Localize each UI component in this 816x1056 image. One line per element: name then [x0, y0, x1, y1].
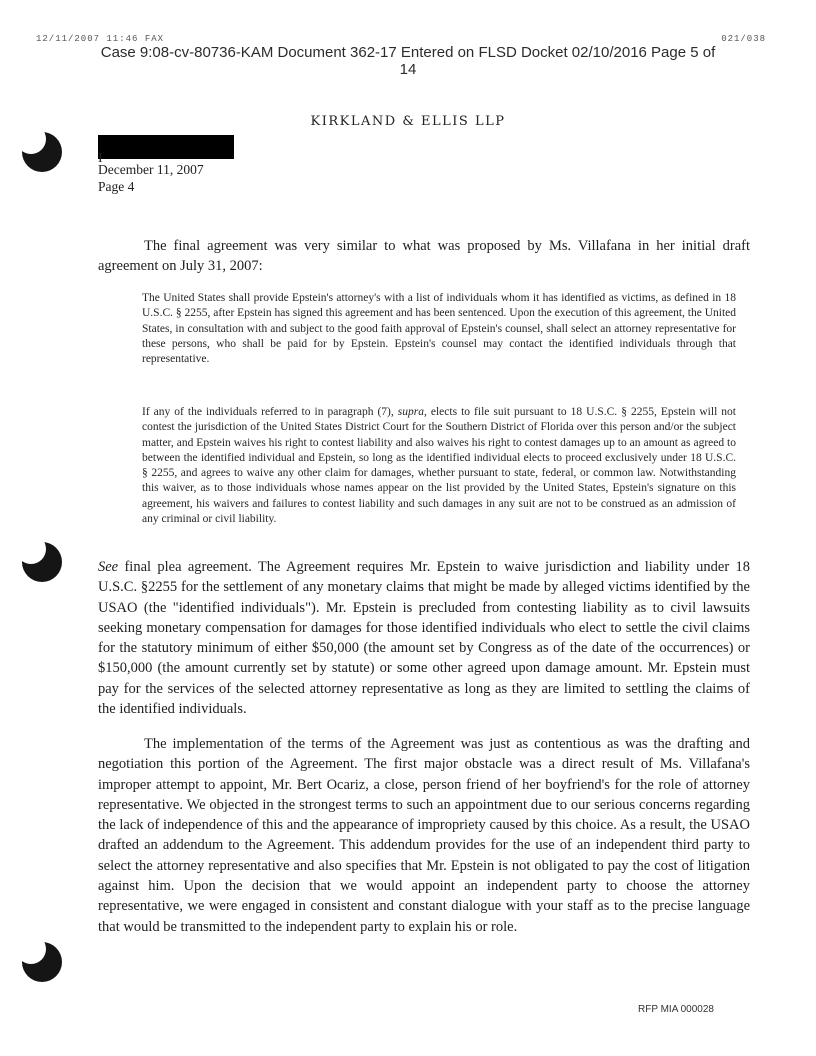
plea-agreement-text: final plea agreement. The Agreement requires Mr. Epstein to waive jurisdiction and liability under 18 U.S.C. §2255 for the settlement of any monetary claims that might be made by alleged victims identified by the USAO (the "identified individuals"). Mr. Epstein is precluded from contesting liability as to civil lawsuits seeking monetary compensation for damages for those identified individuals who elect to settle the civil claims for the statutory minimum of either $50,000 (the amount set by Congress as of the date of the occurrences) or $150,000 (the amount currently set by statute) or some other agreed upon damage amount. Mr. Epstein must pay for the services of the selected attorney representative as long as they are limited to settling the claims of the identified individuals. [98, 559, 750, 718]
quote2-italic-supra: supra [397, 406, 424, 418]
punch-hole-middle [22, 542, 62, 582]
plea-agreement-paragraph [98, 557, 750, 719]
letter-date: December 11, 2007 [98, 162, 204, 177]
quote2-text-after: , elects to file suit pursuant to 18 U.S.C. § 2255, Epstein will not contest the jurisdiction of the United States District Court for the Southern District of Florida over this person and/or the subject matter, and Epstein waives his right to contest liability and also waives his right to contest damages up to an amount as agreed to between the identified individual and Epstein, so long as the identified individual elects to proceed exclusively under 18 U.S.C. § 2255, and agrees to waive any other claim for damages, whether pursuant to state, federal, or common law. Notwithstanding this waiver, as to those individuals whose names appear on the list provided by the United States, Epstein's signature on this agreement, his waivers and failures to contest liability and such damages in any suit are not to be construed as an admission of any criminal or civil liability. [142, 406, 736, 526]
punch-hole-bottom [22, 942, 62, 982]
redacted-initial: I [98, 150, 103, 165]
quoted-provision-2 [142, 405, 736, 527]
redaction-bar [98, 135, 234, 159]
letter-page-number: Page 4 [98, 179, 135, 194]
firm-letterhead: KIRKLAND & ELLIS LLP [310, 114, 506, 129]
quoted-provision-1: The United States shall provide Epstein's attorney's with a list of individuals whom it has identified as victims, as defined in 18 U.S.C. § 2255, after Epstein has signed this agreement and has been sentenced. Upon the execution of this agreement, the United States, in consultation with and subject to the good faith approval of Epstein's counsel, shall select an attorney representative for these persons, who shall be paid for by Epstein. Epstein's counsel may contact the identified individuals through that representative. [142, 292, 737, 366]
see-signal: See [98, 559, 119, 575]
punch-hole-top [22, 132, 62, 172]
bates-number: RFP MIA 000028 [638, 1004, 714, 1015]
court-header-line1: Case 9:08-cv-80736-KAM Document 362-17 Entered on FLSD Docket 02/10/2016 Page 5 of [100, 44, 716, 61]
intro-paragraph: The final agreement was very similar to what was proposed by Ms. Villafana in her initial draft agreement on July 31, 2007: [98, 238, 750, 275]
court-header-line2: 14 [399, 61, 417, 78]
implementation-paragraph: The implementation of the terms of the Agreement was just as contentious as was the drafting and negotiation this portion of the Agreement. The first major obstacle was a direct result of Ms. Villafana's improper attempt to appoint, Mr. Bert Ocariz, a close, person friend of her boyfriend's for the role of attorney representative. We objected in the strongest terms to such an appointment due to our serious concerns regarding the lack of independence of this and the appearance of impropriety caused by this choice. As a result, the USAO drafted an addendum to the Agreement. This addendum provides for the use of an independent third party to select the attorney representative and also specifies that Mr. Epstein is not obligated to pay the cost of litigation against him. Upon the decision that we would appoint an independent party to choose the attorney representative, we were engaged in consistent and constant dialogue with your staff as to the precise language that would be transmitted to the independent party to explain his or role. [98, 736, 750, 935]
quote2-text-before: If any of the individuals referred to in paragraph (7), [142, 406, 398, 418]
fax-header-right: 021/038 [721, 34, 766, 44]
fax-header-left: 12/11/2007 11:46 FAX [36, 34, 165, 44]
